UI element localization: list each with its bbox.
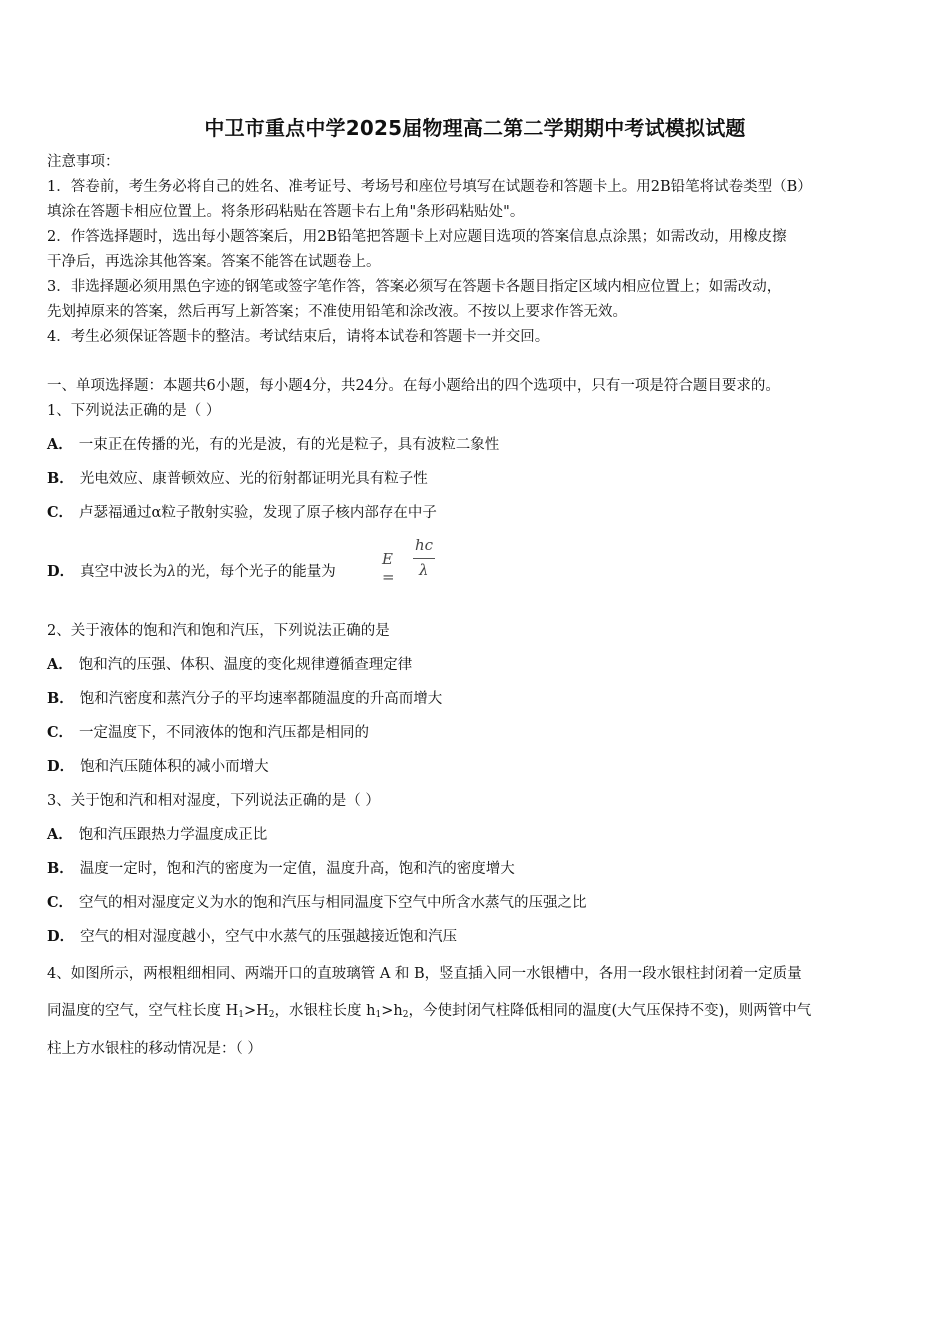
question-1-option-a xyxy=(47,435,499,455)
question-4-stem-line: 柱上方水银柱的移动情况是：（ ） xyxy=(47,1041,262,1057)
notice-line: 先划掉原来的答案，然后再写上新答案；不准使用铅笔和涂改液。不按以上要求作答无效。 xyxy=(47,304,627,320)
option-label: A． xyxy=(47,826,73,843)
option-text: 的光，每个光子的能量为 xyxy=(176,564,336,580)
question-1-option-d xyxy=(47,562,336,582)
option-label: D． xyxy=(47,928,75,945)
option-text: 一束正在传播的光，有的光是波，有的光是粒子，具有波粒二象性 xyxy=(78,437,500,453)
option-label: B． xyxy=(47,690,74,707)
option-text: 空气的相对湿度越小，空气中水蒸气的压强越接近饱和汽压 xyxy=(80,929,458,945)
notice-line: 1．答卷前，考生务必将自己的姓名、准考证号、考场号和座位号填写在试题卷和答题卡上。用2B铅笔将试卷类型（B） xyxy=(47,179,812,195)
page-title: 中卫市重点中学2025届物理高二第二学期期中考试模拟试题 xyxy=(204,116,746,140)
option-text: 饱和汽密度和蒸汽分子的平均速率都随温度的升高而增大 xyxy=(79,691,443,707)
option-label: B． xyxy=(47,860,74,877)
text-run: ，水银柱长度 h xyxy=(274,1003,376,1019)
lambda-symbol: λ xyxy=(167,564,177,580)
option-label: D． xyxy=(47,758,75,775)
option-label: D． xyxy=(47,563,75,580)
option-text: 饱和汽的压强、体积、温度的变化规律遵循查理定律 xyxy=(78,657,413,673)
question-4-stem-line xyxy=(47,1001,811,1025)
question-2-option-b xyxy=(47,689,442,709)
subscript: 2 xyxy=(402,1010,409,1020)
notice-line: 干净后，再选涂其他答案。答案不能答在试题卷上。 xyxy=(47,254,381,270)
question-3-option-b xyxy=(47,859,515,879)
question-3-option-a xyxy=(47,825,267,845)
formula-denominator: λ xyxy=(419,561,429,579)
text-run: >h xyxy=(381,1003,403,1019)
question-1-stem: 1、下列说法正确的是（ ） xyxy=(47,403,221,419)
option-label: A． xyxy=(47,656,73,673)
option-label: A． xyxy=(47,436,73,453)
option-label: C． xyxy=(47,894,74,911)
question-2-option-a xyxy=(47,655,412,675)
question-2-option-d xyxy=(47,757,269,777)
option-text: 饱和汽压随体积的减小而增大 xyxy=(80,759,269,775)
notice-line: 填涂在答题卡相应位置上。将条形码粘贴在答题卡右上角"条形码粘贴处"。 xyxy=(47,204,525,220)
question-3-option-c xyxy=(47,893,587,913)
option-label: C． xyxy=(47,504,74,521)
fraction-bar xyxy=(413,558,435,559)
option-label: B． xyxy=(47,470,74,487)
formula-lhs: E = xyxy=(382,550,395,586)
option-text: 卢瑟福通过α粒子散射实验，发现了原子核内部存在中子 xyxy=(79,505,437,521)
question-1-option-b xyxy=(47,469,428,489)
option-label: C． xyxy=(47,724,74,741)
question-2-option-c xyxy=(47,723,369,743)
text-run: >H xyxy=(244,1003,269,1019)
section-heading: 一、单项选择题：本题共6小题，每小题4分，共24分。在每小题给出的四个选项中，只有一项是符合题目要求的。 xyxy=(47,378,780,394)
text-run: 同温度的空气，空气柱长度 H xyxy=(47,1003,239,1019)
text-run: ，今使封闭气柱降低相同的温度(大气压保持不变)，则两管中气 xyxy=(408,1003,812,1019)
subscript: 2 xyxy=(268,1010,275,1020)
option-text: 温度一定时，饱和汽的密度为一定值，温度升高，饱和汽的密度增大 xyxy=(79,861,515,877)
option-text: 空气的相对湿度定义为水的饱和汽压与相同温度下空气中所含水蒸气的压强之比 xyxy=(79,895,587,911)
option-text: 真空中波长为 xyxy=(80,564,168,580)
question-1-option-c xyxy=(47,503,437,523)
option-text: 一定温度下，不同液体的饱和汽压都是相同的 xyxy=(79,725,370,741)
option-text: 饱和汽压跟热力学温度成正比 xyxy=(78,827,268,843)
formula-numerator: hc xyxy=(415,536,434,554)
notice-line: 4．考生必须保证答题卡的整洁。考试结束后，请将本试卷和答题卡一并交回。 xyxy=(47,329,550,345)
notice-line: 2．作答选择题时，选出每小题答案后，用2B铅笔把答题卡上对应题目选项的答案信息点涂黑；如需改动，用橡皮擦 xyxy=(47,229,787,245)
question-3-option-d xyxy=(47,927,457,947)
notice-line: 3．非选择题必须用黑色字迹的钢笔或签字笔作答，答案必须写在答题卡各题目指定区域内相应位置上；如需改动， xyxy=(47,279,782,295)
question-2-stem: 2、关于液体的饱和汽和饱和汽压，下列说法正确的是 xyxy=(47,623,390,639)
notice-heading: 注意事项： xyxy=(47,154,120,170)
question-3-stem: 3、关于饱和汽和相对湿度，下列说法正确的是（ ） xyxy=(47,793,380,809)
option-text: 光电效应、康普顿效应、光的衍射都证明光具有粒子性 xyxy=(79,471,428,487)
question-4-stem-line: 4、如图所示，两根粗细相同、两端开口的直玻璃管 A 和 B，竖直插入同一水银槽中，各用一段水银柱封闭着一定质量 xyxy=(47,966,802,982)
subscript: 1 xyxy=(238,1010,244,1020)
subscript: 1 xyxy=(375,1010,382,1020)
